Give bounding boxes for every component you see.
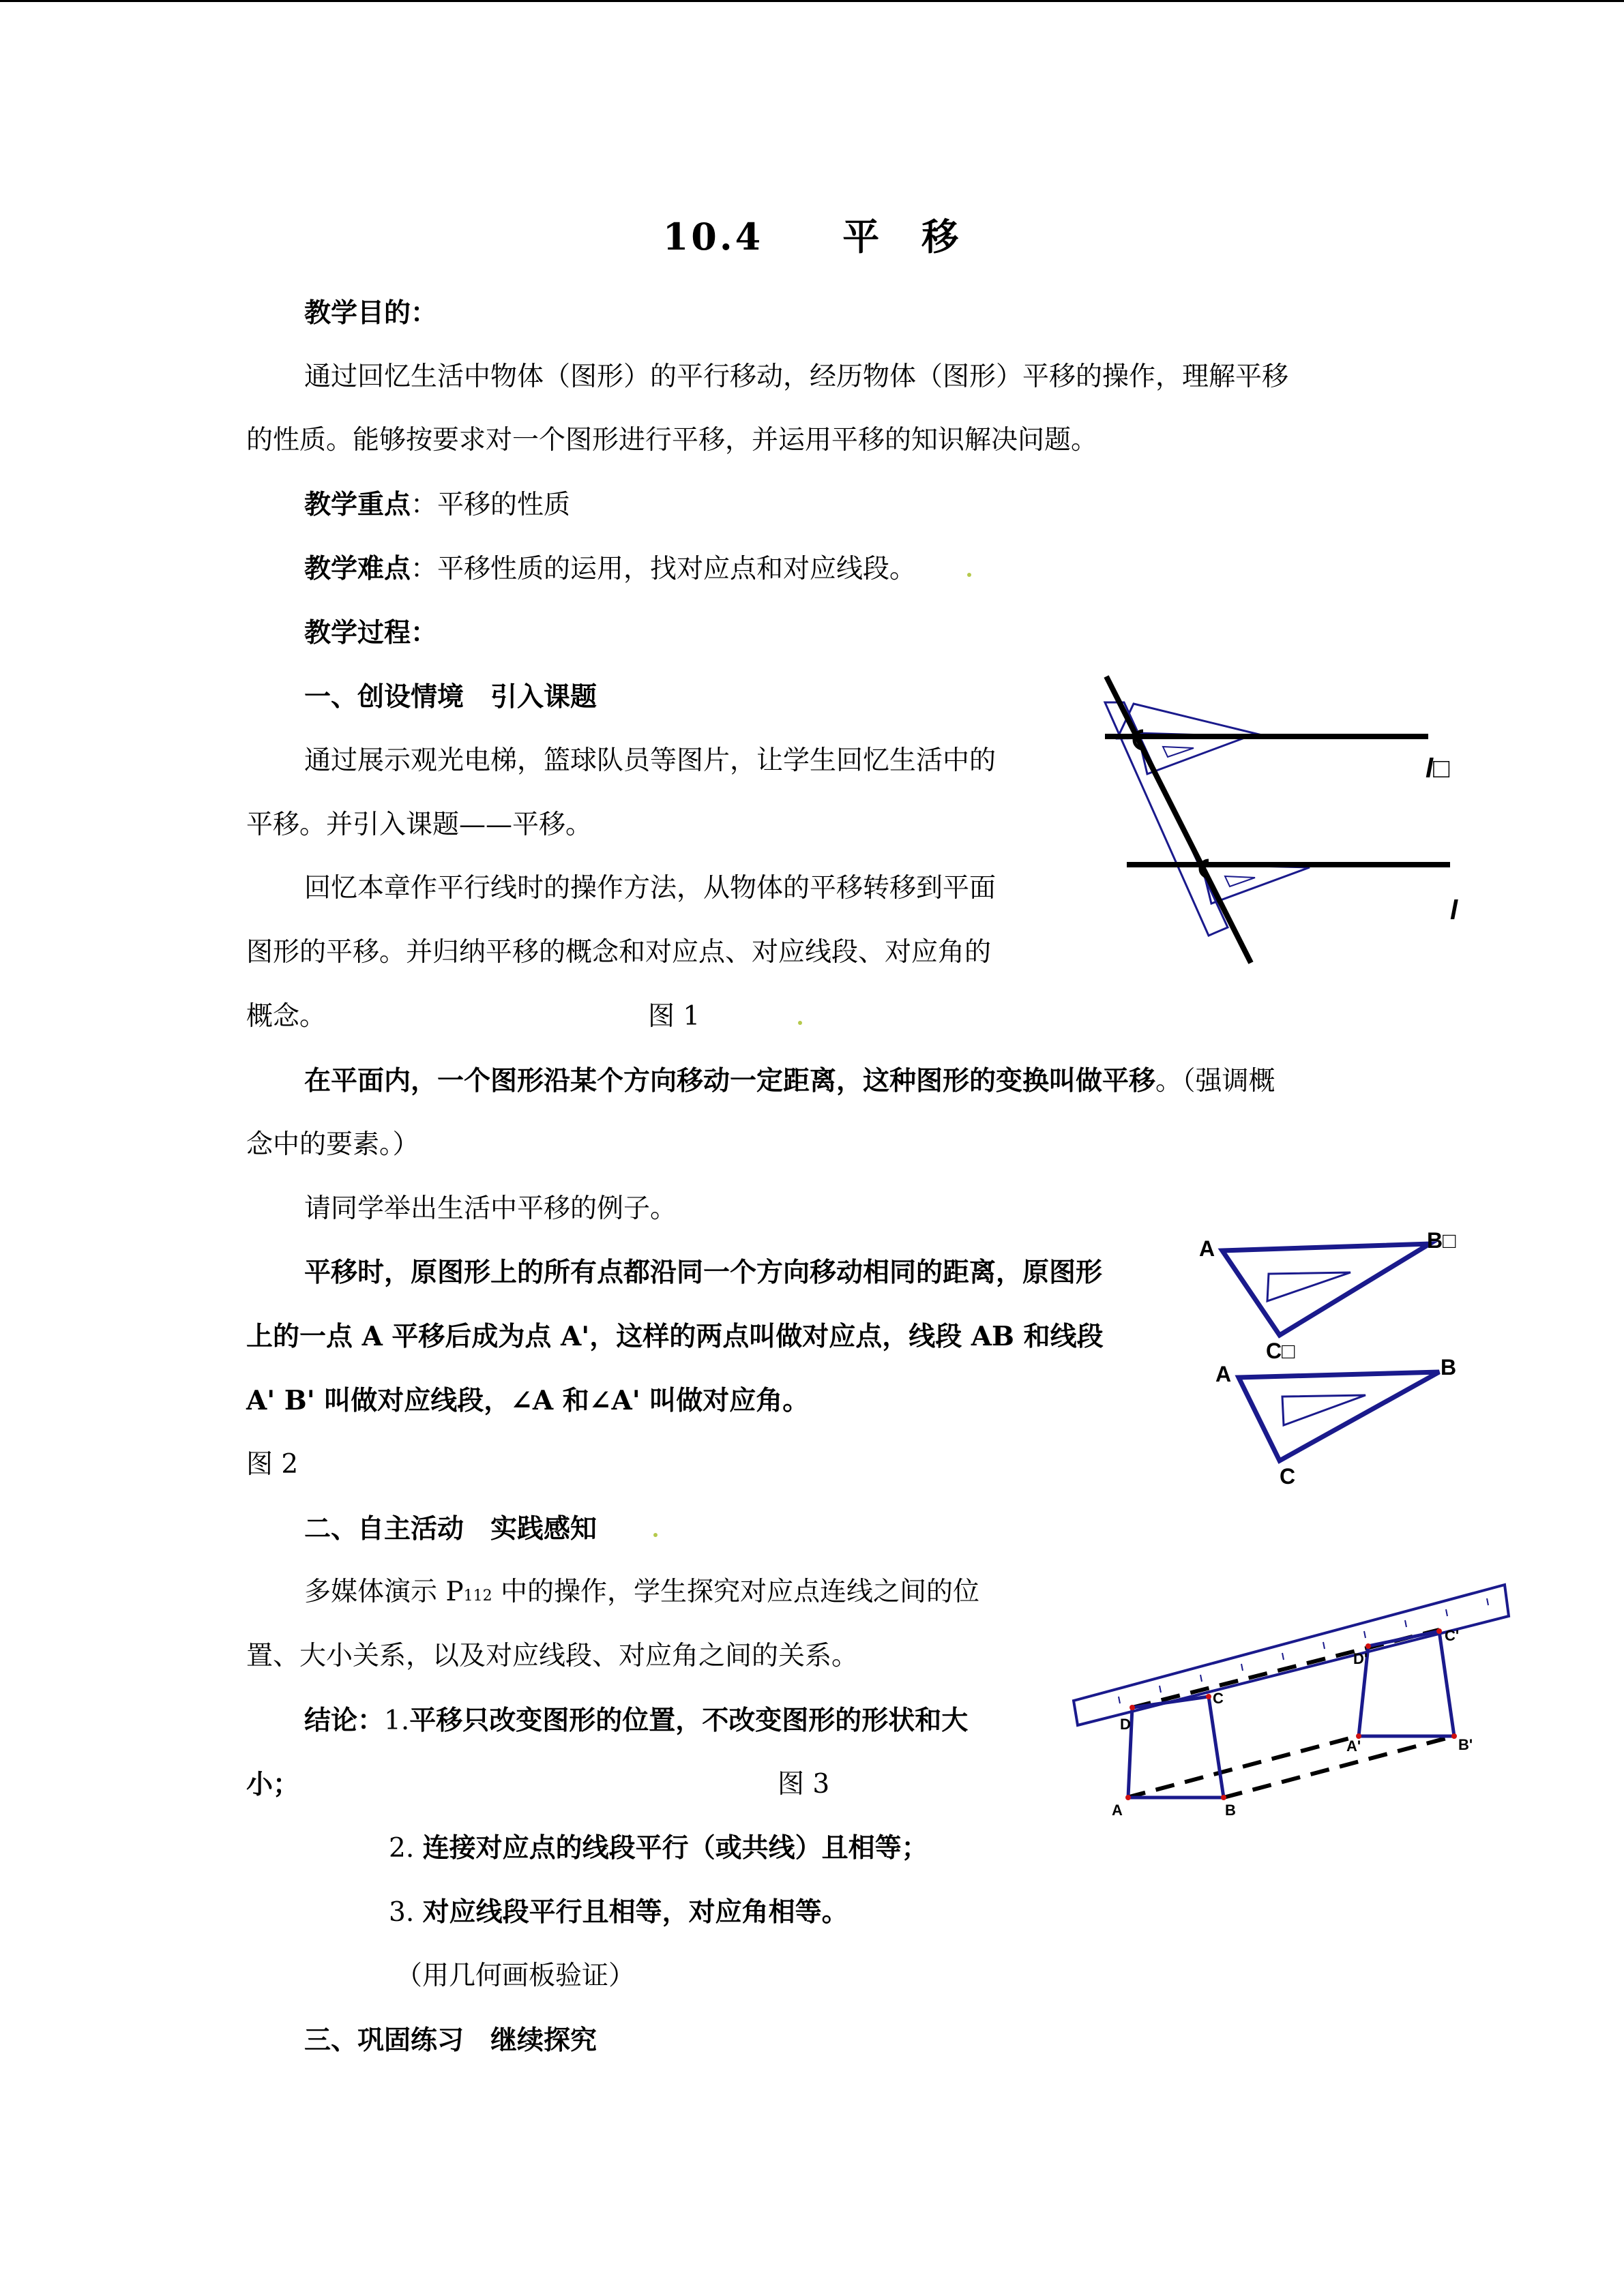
vertex-label-a-prime: A'	[1346, 1738, 1361, 1755]
property-line3: A' B' 叫做对应线段，∠A 和∠A' 叫做对应角。	[246, 1385, 810, 1416]
vertex-label-b-prime: B□	[1427, 1228, 1456, 1253]
conclusion-1-num: 1.	[384, 1705, 410, 1736]
conclusion-1-text: 平移只改变图形的位置，不改变图形的形状和大	[409, 1705, 969, 1736]
dashed-line-b-to-b-prime	[1224, 1736, 1454, 1798]
transversal-line	[1106, 676, 1251, 963]
verify-note: （用几何画板验证）	[396, 1960, 636, 1991]
set-square-bottom-inner	[1225, 876, 1255, 886]
property-line1: 平移时，原图形上的所有点都沿同一个方向移动相同的距离，原图形	[304, 1257, 1103, 1288]
part2-line1-post: 中的操作，学生探究对应点连线之间的位	[492, 1577, 980, 1607]
conclusion-2-text: 连接对应点的线段平行（或共线）且相等；	[422, 1832, 928, 1864]
conclusion-1	[304, 1705, 968, 1737]
conclusion-3	[389, 1896, 848, 1928]
figure2-triangles	[1187, 1221, 1473, 1487]
part1-p2-line2: 图形的平移。并归纳平移的概念和对应点、对应线段、对应角的	[246, 937, 992, 968]
conclusion-1-end: 小；	[246, 1769, 300, 1800]
key-point-text: ：平移的性质	[411, 490, 571, 520]
vertex-label-a-prime: A	[1199, 1236, 1215, 1261]
dashed-line-a-to-a-prime	[1127, 1736, 1357, 1798]
vertex-label-d: D	[1120, 1716, 1131, 1733]
conclusion-3-text: 对应线段平行且相等，对应角相等。	[422, 1896, 848, 1928]
part3-heading: 三、巩固练习 继续探究	[304, 2025, 597, 2056]
definition-bold: 在平面内，一个图形沿某个方向移动一定距离，这种图形的变换叫做平移	[304, 1065, 1156, 1097]
ruler-ticks	[1119, 1598, 1488, 1703]
line-label-top: l□	[1426, 754, 1450, 784]
part2-line2: 置、大小关系，以及对应线段、对应角之间的关系。	[246, 1641, 859, 1671]
vertex-label-b: B	[1225, 1802, 1236, 1819]
conclusion-2-num: 2.	[389, 1833, 423, 1864]
vertex-points	[1125, 1627, 1460, 1800]
vertex-label-d-prime: D'	[1353, 1650, 1368, 1667]
vertex-label-b: B	[1441, 1355, 1457, 1380]
figure1-caption: 图 1	[648, 1001, 700, 1032]
figure3-caption: 图 3	[778, 1769, 830, 1800]
process-label: 教学过程：	[304, 617, 438, 648]
goal-line-2: 的性质。能够按要求对一个图形进行平移，并运用平移的知识解决问题。	[246, 425, 1098, 456]
vertex-label-c-prime: C'	[1445, 1627, 1460, 1644]
editor-mark	[967, 573, 971, 577]
goal-label: 教学目的：	[304, 297, 438, 329]
vertex-label-c: C	[1213, 1690, 1224, 1707]
part1-heading: 一、创设情境 引入课题	[304, 681, 597, 713]
quadrilateral-original	[1128, 1697, 1224, 1798]
difficulty-label: 教学难点	[304, 553, 411, 584]
triangle-original-inner	[1267, 1272, 1350, 1301]
conclusion-3-num: 3.	[389, 1897, 423, 1928]
goal-line-1: 通过回忆生活中物体（图形）的平行移动，经历物体（图形）平移的操作，理解平移	[304, 361, 1289, 392]
part2-line1-pre: 多媒体演示 P	[304, 1577, 464, 1607]
definition-line1	[304, 1065, 1275, 1097]
vertex-label-c: C	[1280, 1464, 1296, 1489]
difficulty-text: ：平移性质的运用，找对应点和对应线段。	[411, 554, 917, 584]
part1-p2-line1: 回忆本章作平行线时的操作方法，从物体的平移转移到平面	[304, 873, 996, 904]
part1-p2-line3: 概念。	[246, 1001, 327, 1032]
conclusion-label: 结论：	[304, 1705, 385, 1736]
editor-mark	[653, 1533, 658, 1537]
vertex-label-c-prime: C□	[1266, 1339, 1295, 1363]
part2-heading: 二、自主活动 实践感知	[304, 1513, 597, 1545]
definition-note: 。（强调概	[1155, 1066, 1275, 1097]
ask-examples: 请同学举出生活中平移的例子。	[304, 1193, 677, 1224]
part1-p1-line2: 平移。并引入课题——平移。	[246, 809, 593, 840]
figure2-caption: 图 2	[246, 1449, 299, 1480]
vertex-label-a: A	[1215, 1362, 1232, 1386]
property-line2: 上的一点 A 平移后成为点 A'，这样的两点叫做对应点，线段 AB 和线段	[246, 1321, 1104, 1352]
definition-line2: 念中的要素。）	[246, 1129, 419, 1160]
page-title: 10.4 平 移	[662, 215, 962, 258]
key-point-line	[304, 489, 570, 521]
page-top-border	[0, 0, 1624, 2]
triangle-translated	[1239, 1372, 1439, 1461]
figure3-ruler-translation	[1064, 1575, 1514, 1828]
set-square-top-inner	[1163, 747, 1194, 757]
line-label-bottom: l	[1450, 895, 1458, 925]
page-number-subscript: 112	[463, 1587, 492, 1605]
difficulty-line	[304, 553, 916, 585]
part2-line1	[304, 1577, 979, 1612]
part1-p1-line1: 通过展示观光电梯，篮球队员等图片，让学生回忆生活中的	[304, 745, 996, 776]
key-point-label: 教学重点	[304, 489, 411, 520]
triangle-original	[1222, 1244, 1430, 1335]
vertex-label-b-prime: B'	[1458, 1736, 1473, 1753]
editor-mark	[798, 1021, 802, 1025]
conclusion-2	[389, 1832, 928, 1864]
vertex-label-a: A	[1112, 1802, 1123, 1819]
figure1-parallel-lines	[1091, 668, 1473, 968]
